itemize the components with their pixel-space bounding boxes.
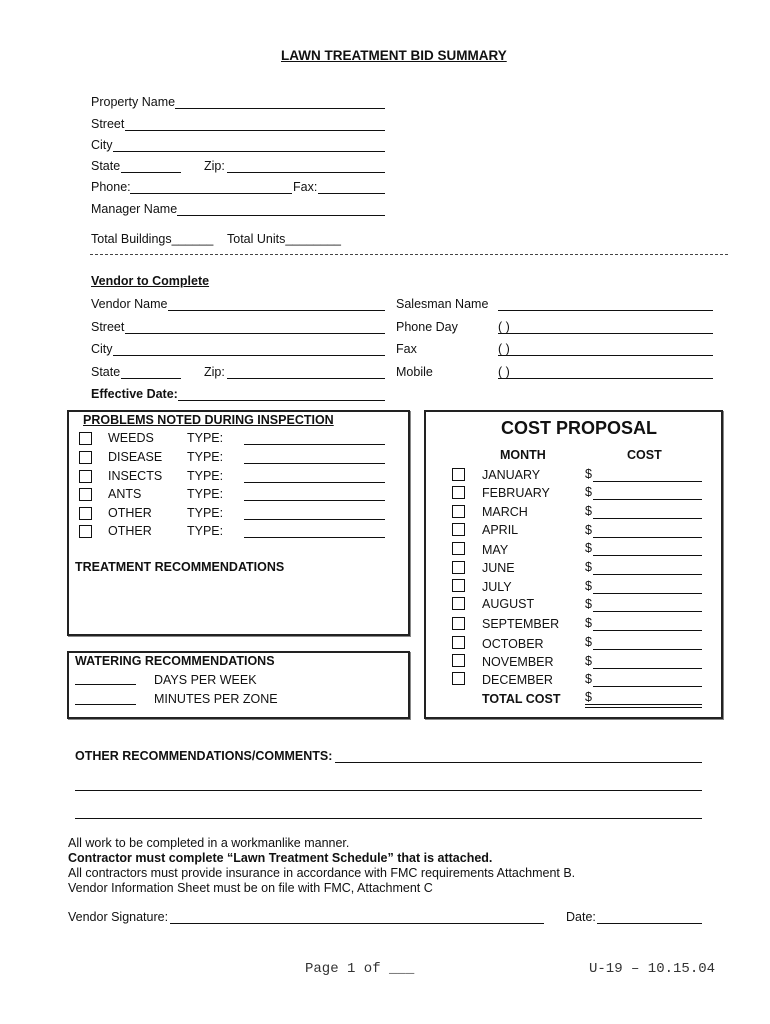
effective-date-label: Effective Date: [91,387,178,401]
comments-line-2[interactable] [75,790,702,791]
state-label: State [91,159,121,173]
comments-line-3[interactable] [75,818,702,819]
dollar-sign: $ [585,672,592,686]
property-name-label: Property Name [91,95,176,109]
street-field[interactable] [125,130,385,131]
type-label: TYPE: [187,431,224,445]
problems-heading: PROBLEMS NOTED DURING INSPECTION [83,413,334,427]
property-name-field[interactable] [175,108,385,109]
november-cost-field[interactable] [593,668,702,669]
cost-column-header: COST [627,448,662,462]
total-units-field[interactable]: Total Units________ [227,232,341,246]
minutes-field[interactable] [75,704,136,705]
august-checkbox[interactable] [452,597,465,610]
type-label: TYPE: [187,487,224,501]
fax-label: Fax: [293,180,318,194]
vendor-name-field[interactable] [168,310,385,311]
dollar-sign: $ [585,560,592,574]
salesman-name-label: Salesman Name [396,297,489,311]
june-checkbox[interactable] [452,561,465,574]
other-recommendations-field[interactable] [335,762,702,763]
month-label: MARCH [482,505,528,519]
september-cost-field[interactable] [593,630,702,631]
dollar-sign: $ [585,635,592,649]
other-checkbox[interactable] [79,525,92,538]
type-label: TYPE: [187,450,224,464]
dollar-sign: $ [585,541,592,555]
dollar-sign: $ [585,616,592,630]
july-cost-field[interactable] [593,593,702,594]
page-number: Page 1 of ___ [305,961,415,977]
august-cost-field[interactable] [593,611,702,612]
section-divider [90,254,728,255]
month-label: SEPTEMBER [482,617,560,631]
month-label: FEBRUARY [482,486,550,500]
july-checkbox[interactable] [452,579,465,592]
street-label: Street [91,117,125,131]
december-cost-field[interactable] [593,686,702,687]
type-label: TYPE: [187,524,224,538]
vendor-street-field[interactable] [125,333,385,334]
note-workmanlike: All work to be completed in a workmanlike manner. [68,836,350,850]
december-checkbox[interactable] [452,672,465,685]
type-field[interactable] [244,444,385,445]
date-field[interactable] [597,923,702,924]
mobile-label: Mobile [396,365,433,379]
problem-item: OTHER [108,524,152,538]
october-checkbox[interactable] [452,636,465,649]
october-cost-field[interactable] [593,649,702,650]
treatment-heading: TREATMENT RECOMMENDATIONS [75,560,285,574]
date-label: Date: [566,910,596,924]
cost-proposal-heading: COST PROPOSAL [501,418,658,438]
february-cost-field[interactable] [593,499,702,500]
city-field[interactable] [113,151,385,152]
november-checkbox[interactable] [452,654,465,667]
month-label: JANUARY [482,468,541,482]
january-checkbox[interactable] [452,468,465,481]
june-cost-field[interactable] [593,574,702,575]
february-checkbox[interactable] [452,486,465,499]
total-cost-label: TOTAL COST [482,692,561,706]
other-recommendations-label: OTHER RECOMMENDATIONS/COMMENTS: [75,749,333,763]
type-field[interactable] [244,537,385,538]
days-label: DAYS PER WEEK [154,673,257,687]
vendor-zip-label: Zip: [204,365,225,379]
vendor-fax-field[interactable] [498,355,713,356]
month-label: APRIL [482,523,519,537]
days-field[interactable] [75,684,136,685]
mobile-paren: ( ) [498,365,510,379]
type-label: TYPE: [187,469,224,483]
ants-checkbox[interactable] [79,488,92,501]
problem-item: DISEASE [108,450,163,464]
effective-date-field[interactable] [178,400,385,401]
month-label: MAY [482,543,509,557]
vendor-street-label: Street [91,320,125,334]
vendor-signature-label: Vendor Signature: [68,910,169,924]
dollar-sign: $ [585,654,592,668]
dollar-sign: $ [585,523,592,537]
dollar-sign: $ [585,504,592,518]
fax-field[interactable] [318,193,385,194]
type-field[interactable] [244,500,385,501]
weeds-checkbox[interactable] [79,432,92,445]
insects-checkbox[interactable] [79,470,92,483]
minutes-label: MINUTES PER ZONE [154,692,278,706]
month-label: JULY [482,580,512,594]
salesman-name-field[interactable] [498,310,713,311]
note-schedule: Contractor must complete “Lawn Treatment Schedule” that is attached. [68,851,493,865]
month-column-header: MONTH [500,448,546,462]
month-label: JUNE [482,561,515,575]
zip-label: Zip: [204,159,225,173]
april-cost-field[interactable] [593,537,702,538]
total-cost-double-underline [585,707,702,708]
dollar-sign: $ [585,690,592,704]
march-checkbox[interactable] [452,505,465,518]
dollar-sign: $ [585,485,592,499]
vendor-name-label: Vendor Name [91,297,168,311]
phone-day-label: Phone Day [396,320,458,334]
vendor-state-field[interactable] [121,378,181,379]
vendor-city-label: City [91,342,113,356]
manager-name-field[interactable] [177,215,385,216]
vendor-zip-field[interactable] [227,378,385,379]
month-label: AUGUST [482,597,535,611]
may-cost-field[interactable] [593,555,702,556]
type-field[interactable] [244,482,385,483]
type-field[interactable] [244,463,385,464]
september-checkbox[interactable] [452,617,465,630]
phone-field[interactable] [130,193,292,194]
dollar-sign: $ [585,467,592,481]
watering-heading: WATERING RECOMMENDATIONS [75,654,275,668]
problem-item: WEEDS [108,431,154,445]
phone-day-paren: ( ) [498,320,510,334]
other-checkbox[interactable] [79,507,92,520]
problem-item: ANTS [108,487,142,501]
vendor-fax-paren: ( ) [498,342,510,356]
dollar-sign: $ [585,579,592,593]
month-label: DECEMBER [482,673,553,687]
phone-day-field[interactable] [498,333,713,334]
may-checkbox[interactable] [452,542,465,555]
total-cost-field[interactable] [585,704,702,705]
note-vendor-info: Vendor Information Sheet must be on file with FMC, Attachment C [68,881,433,895]
state-field[interactable] [121,172,181,173]
vendor-heading: Vendor to Complete [91,274,210,288]
month-label: NOVEMBER [482,655,554,669]
type-field[interactable] [244,519,385,520]
vendor-signature-field[interactable] [170,923,544,924]
mobile-field[interactable] [498,378,713,379]
note-insurance: All contractors must provide insurance in accordance with FMC requirements Attachment B. [68,866,576,880]
total-buildings-field[interactable]: Total Buildings______ [91,232,214,246]
vendor-fax-label: Fax [396,342,417,356]
dollar-sign: $ [585,597,592,611]
january-cost-field[interactable] [593,481,702,482]
cost-proposal-box [424,410,723,719]
disease-checkbox[interactable] [79,451,92,464]
form-code: U-19 – 10.15.04 [589,961,716,977]
city-label: City [91,138,113,152]
zip-field[interactable] [227,172,385,173]
page-title: LAWN TREATMENT BID SUMMARY [281,48,507,63]
vendor-city-field[interactable] [113,355,385,356]
march-cost-field[interactable] [593,518,702,519]
manager-name-label: Manager Name [91,202,178,216]
problem-item: INSECTS [108,469,163,483]
phone-label: Phone: [91,180,131,194]
april-checkbox[interactable] [452,523,465,536]
month-label: OCTOBER [482,637,544,651]
problem-item: OTHER [108,506,152,520]
vendor-state-label: State [91,365,121,379]
type-label: TYPE: [187,506,224,520]
